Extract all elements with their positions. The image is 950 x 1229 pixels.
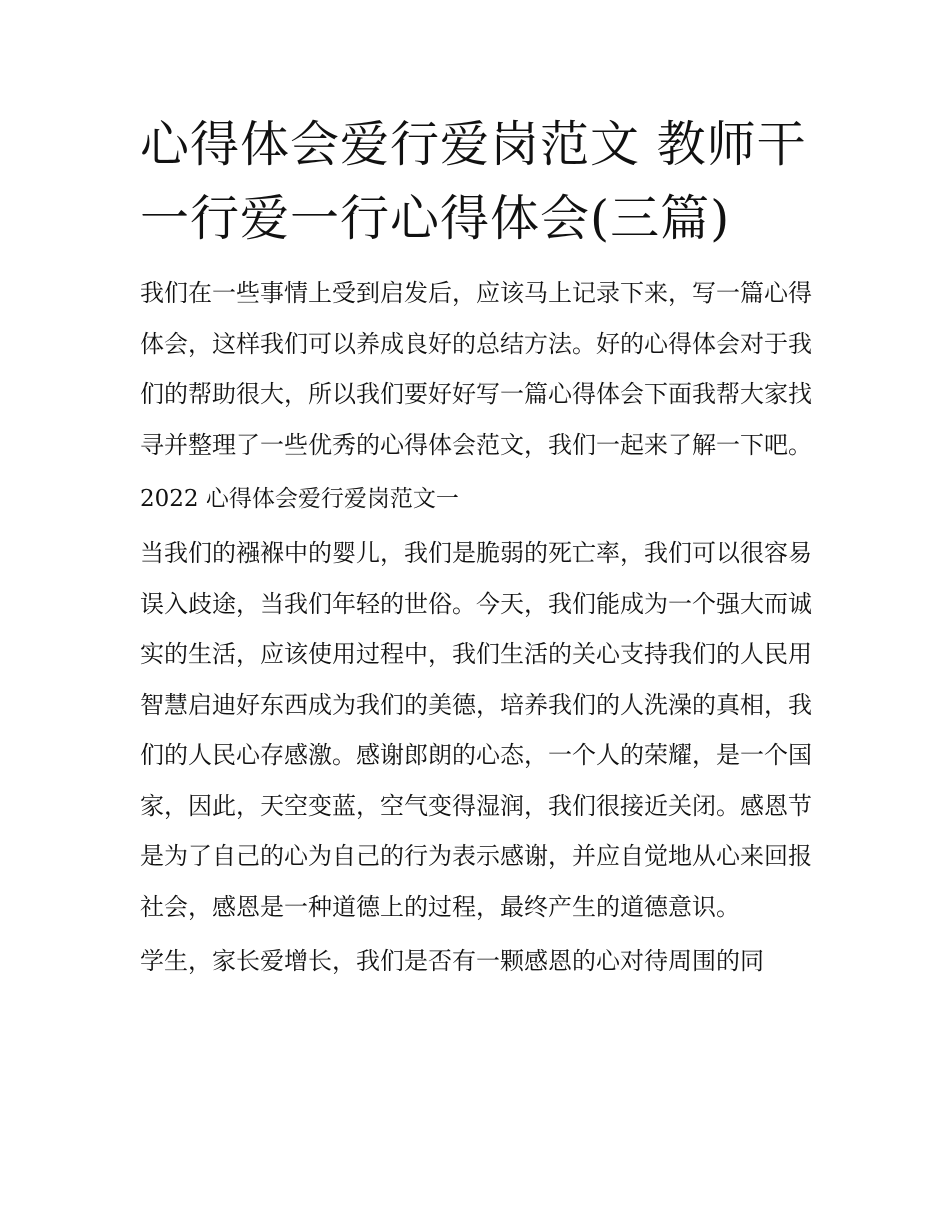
section-heading: 2022 心得体会爱行爱岗范文一 [140,486,459,512]
body-paragraph-1: 当我们的襁褓中的婴儿，我们是脆弱的死亡率，我们可以很容易误入歧途，当我们年轻的世俗。今天，我们能成为一个强大而诚实的生活，应该使用过程中，我们生活的关心支持我们的人民用智慧启迪好东西成为我们的美德，培养我们的人洗澡的真相，我们的人民心存感激。感谢郎朗的心态，一个人的荣耀，是一个国家，因此，天空变蓝，空气变得湿润，我们很接近关闭。感恩节是为了自己的心为自己的行为表示感谢，并应自觉地从心来回报社会，感恩是一种道德上的过程，最终产生的道德意识。 [140,539,812,921]
intro-paragraph: 我们在一些事情上受到启发后，应该马上记录下来，写一篇心得体会，这样我们可以养成良好的总结方法。好的心得体会对于我们的帮助很大，所以我们要好好写一篇心得体会下面我帮大家找寻并整理了一些优秀的心得体会范文，我们一起来了解一下吧。 [140,279,812,459]
document-title: 心得体会爱行爱岗范文 教师干一行爱一行心得体会(三篇) [140,116,807,247]
body-paragraph-2: 学生，家长爱增长，我们是否有一颗感恩的心对待周围的同 [140,947,764,975]
document-page [140,108,812,987]
